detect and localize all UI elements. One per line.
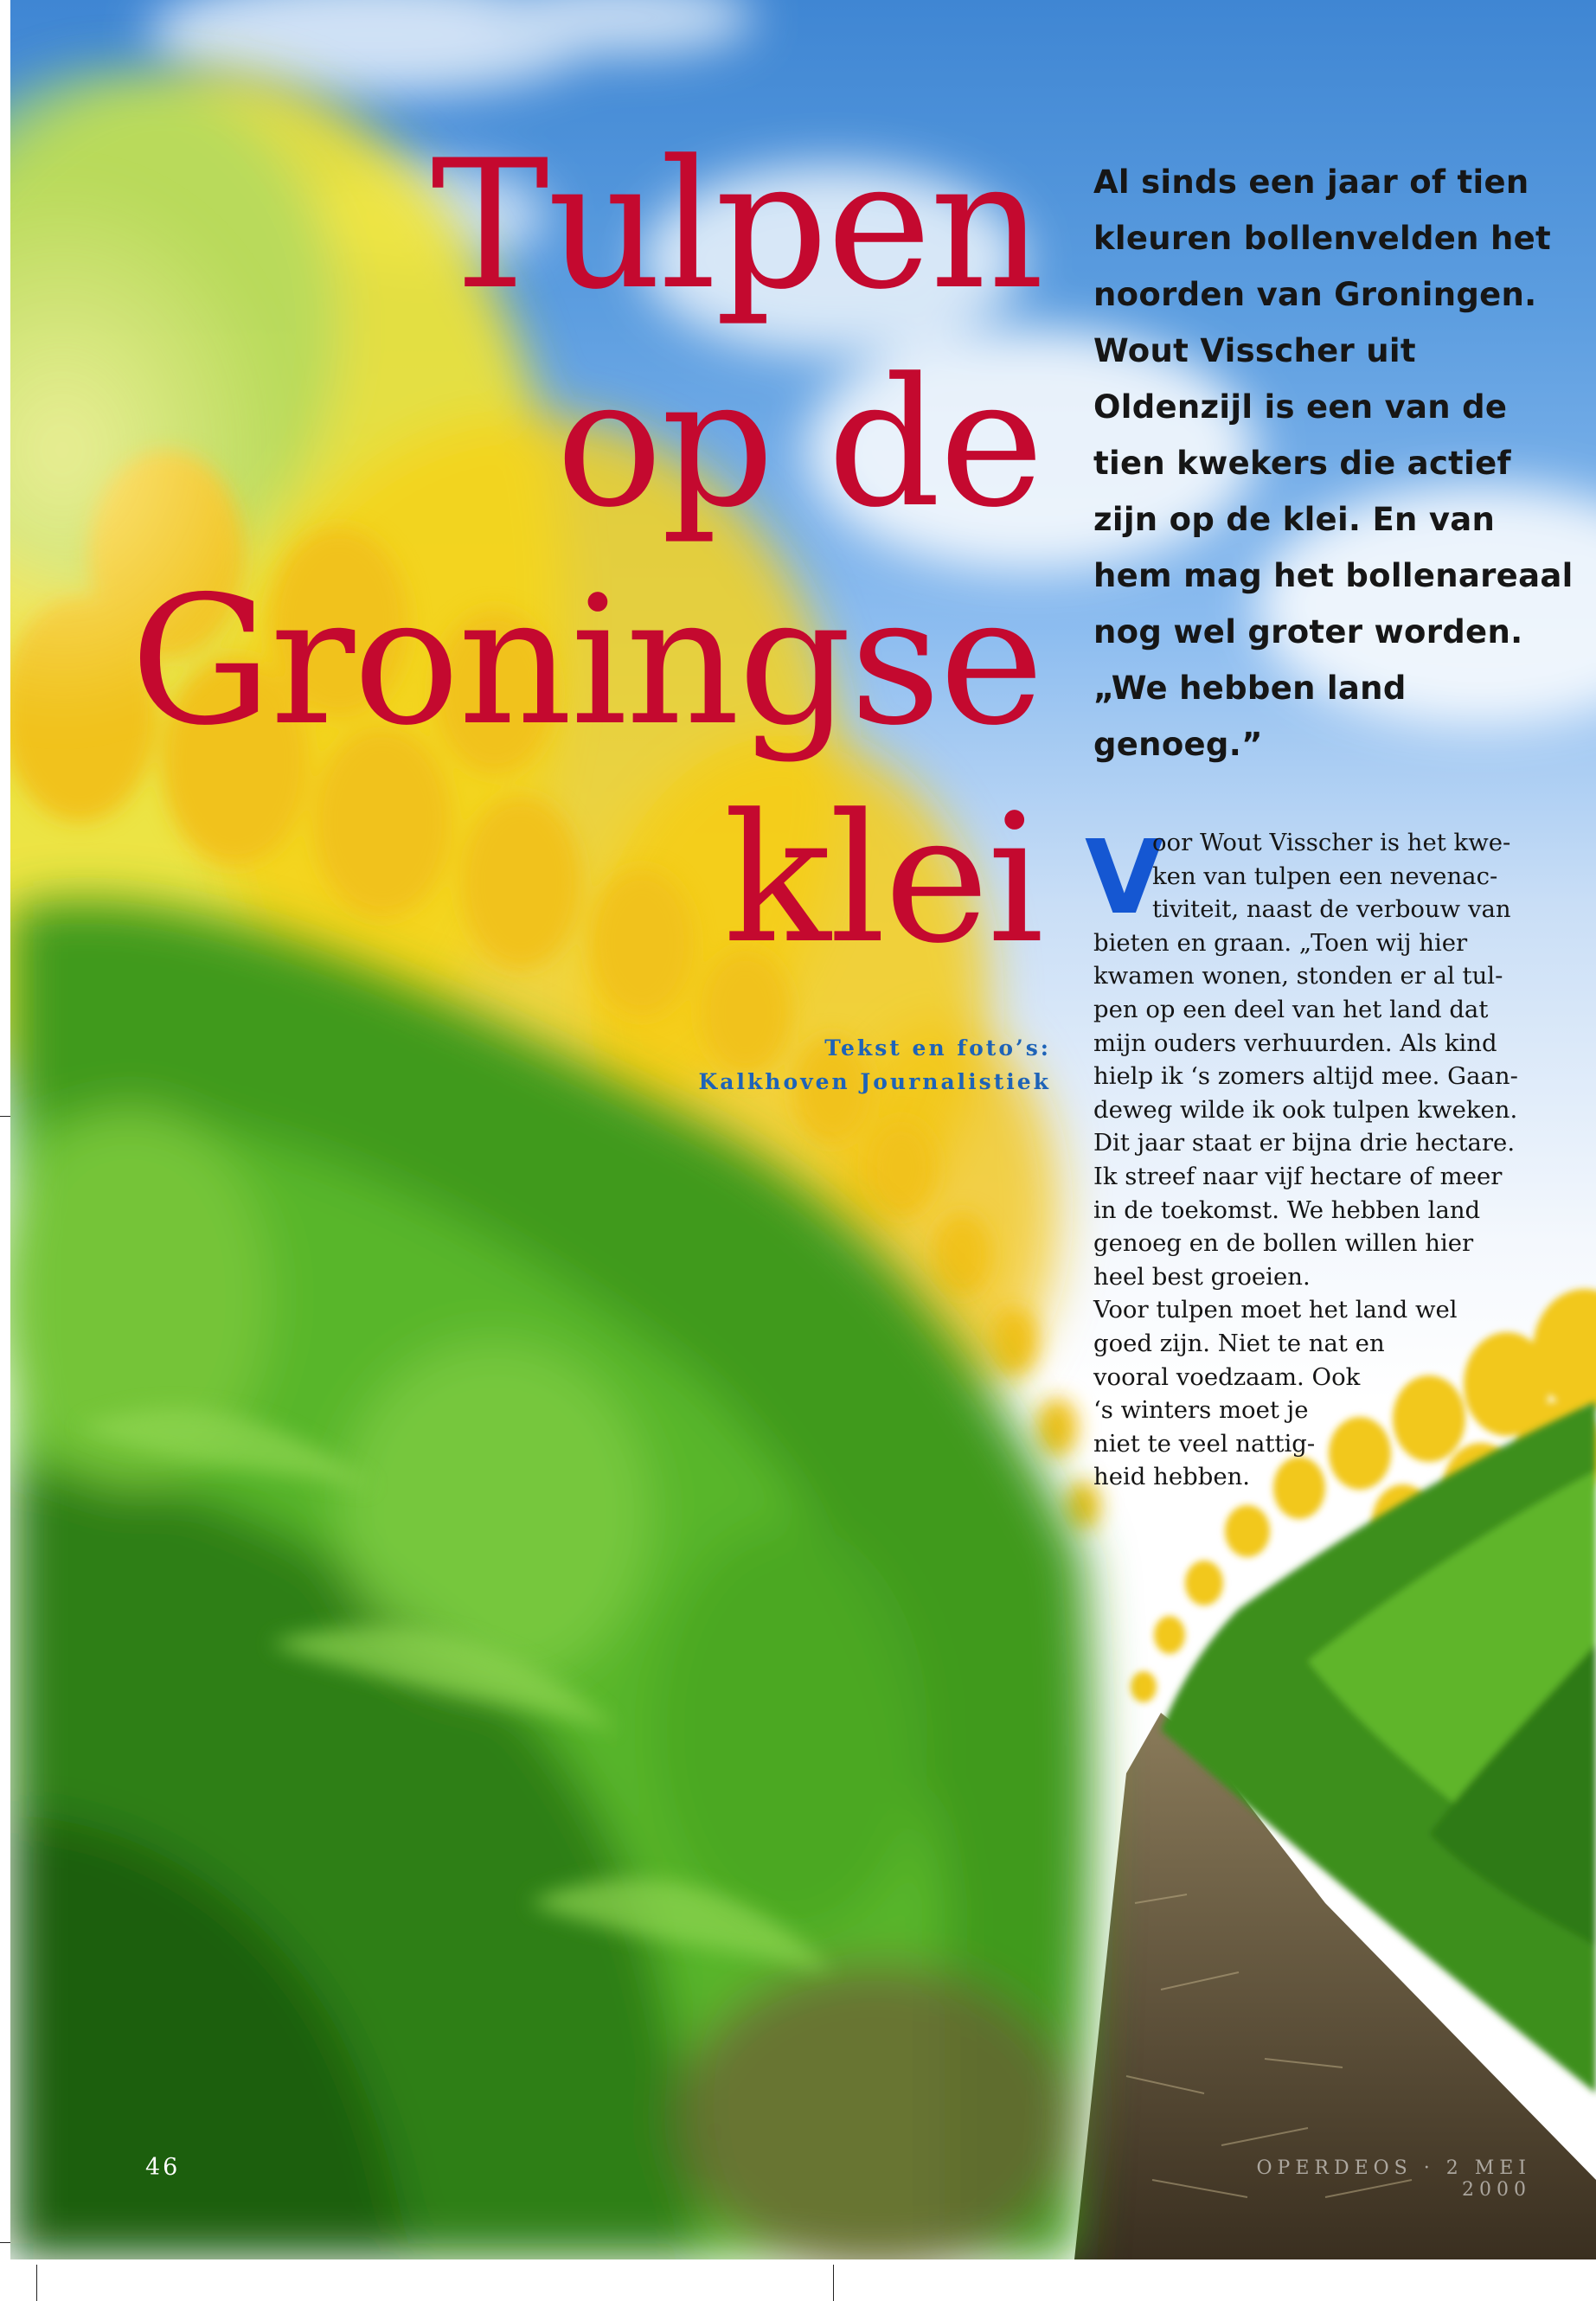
body-line: heel best groeien. xyxy=(1093,1262,1311,1291)
body-line: goed zijn. Niet te nat en xyxy=(1093,1329,1385,1357)
body-line: Dit jaar staat er bijna drie hectare. xyxy=(1093,1129,1516,1157)
body-line: bieten en graan. „Toen wij hier xyxy=(1093,928,1468,957)
body-line: heid hebben. xyxy=(1093,1463,1251,1491)
body-line: kwamen wonen, stonden er al tul- xyxy=(1093,962,1503,990)
body-line: mijn ouders verhuurden. Als kind xyxy=(1093,1029,1497,1057)
intro-line: zijn op de klei. En van xyxy=(1093,501,1496,538)
intro-line: Al sinds een jaar of tien xyxy=(1093,163,1529,201)
intro-line: Oldenzijl is een van de xyxy=(1093,388,1508,426)
body-line: Ik streef naar vijf hectare of meer xyxy=(1093,1162,1503,1190)
body-line: genoeg en de bollen willen hier xyxy=(1093,1229,1474,1258)
body-line: ken van tulpen een nevenac- xyxy=(1152,862,1498,890)
body-line: deweg wilde ik ook tulpen kweken. xyxy=(1093,1095,1518,1124)
crop-mark-left-bottom xyxy=(0,2242,10,2243)
intro-line: nog wel groter worden. xyxy=(1093,613,1523,651)
byline-credits xyxy=(606,1031,1051,1099)
body-line: in de toekomst. We hebben land xyxy=(1093,1195,1481,1224)
body-line: oor Wout Visscher is het kwe- xyxy=(1152,829,1511,856)
intro-line: hem mag het bollenareaal xyxy=(1093,557,1574,594)
intro-line: tien kwekers die actief xyxy=(1093,445,1511,482)
body-line: hielp ik ‘s zomers altijd mee. Gaan- xyxy=(1093,1062,1518,1091)
body-line: tiviteit, naast de verbouw van xyxy=(1152,895,1511,924)
intro-line: „We hebben land xyxy=(1093,670,1407,707)
body-line: niet te veel nattig- xyxy=(1093,1429,1316,1458)
article-body xyxy=(1093,826,1578,1494)
headline-line-4: klei xyxy=(723,777,1042,983)
crop-mark-left-top xyxy=(0,1116,10,1117)
drop-cap: V xyxy=(1085,817,1164,937)
crop-mark-bottom-left xyxy=(36,2265,37,2301)
headline-line-2: op de xyxy=(555,341,1042,547)
article-intro xyxy=(1093,154,1578,772)
headline-line-1: Tulpen xyxy=(431,123,1042,329)
body-line: ‘s winters moet je xyxy=(1093,1396,1309,1425)
body-line: Voor tulpen moet het land wel xyxy=(1093,1296,1458,1324)
page-number: 46 xyxy=(145,2154,181,2181)
headline-line-3: Groningse xyxy=(130,559,1042,765)
intro-line: kleuren bollenvelden het xyxy=(1093,220,1552,257)
intro-line: Wout Visscher uit xyxy=(1093,332,1416,369)
footer-issue-date: OPERDEOS · 2 MEI 2000 xyxy=(1256,2157,1531,2201)
crop-mark-bottom-mid xyxy=(833,2265,834,2301)
article-headline xyxy=(69,117,1042,989)
body-line: vooral voedzaam. Ook xyxy=(1093,1362,1361,1391)
body-line: pen op een deel van het land dat xyxy=(1093,995,1489,1023)
intro-line: genoeg.” xyxy=(1093,726,1263,763)
credits-label: Tekst en foto’s: xyxy=(824,1035,1051,1061)
intro-line: noorden van Groningen. xyxy=(1093,276,1537,313)
credits-author: Kalkhoven Journalistiek xyxy=(698,1069,1051,1094)
